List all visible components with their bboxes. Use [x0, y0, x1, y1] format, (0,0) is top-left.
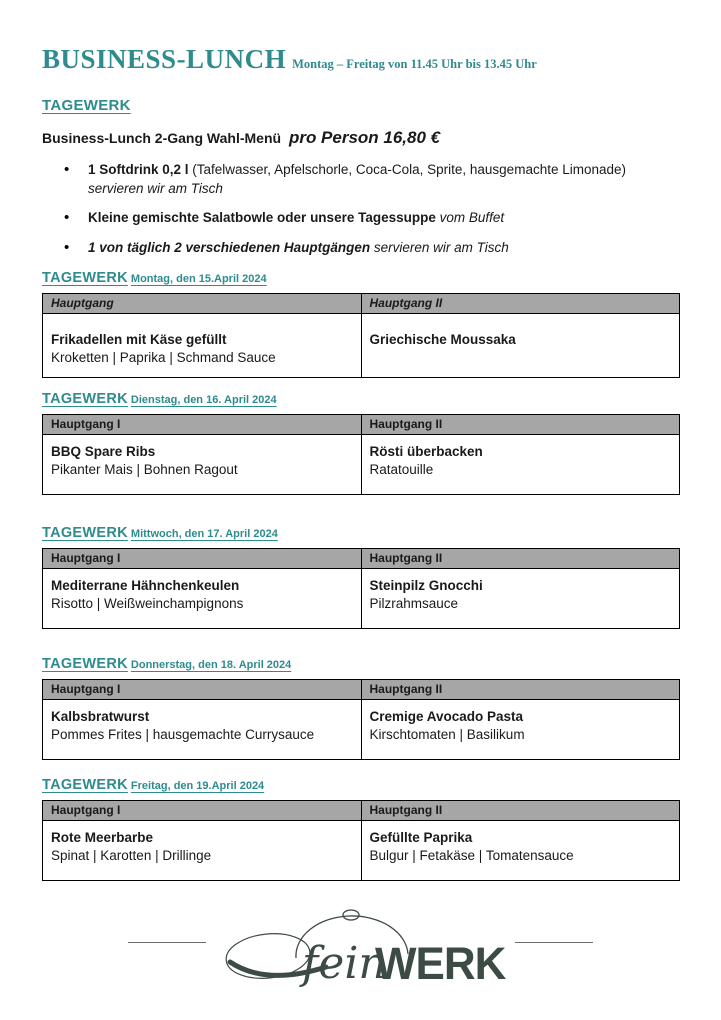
menu-bullet-softdrink	[42, 161, 680, 198]
section-heading	[42, 776, 680, 794]
day-section-freitag	[42, 776, 680, 881]
menu-cell	[361, 434, 680, 494]
dish-sides: Risotto | Weißweinchampignons	[51, 596, 244, 612]
menu-cell	[43, 313, 362, 377]
dish-sides: Pilzrahmsauce	[369, 596, 459, 612]
dish-sides: Bulgur | Fetakäse | Tomatensauce	[369, 848, 574, 864]
day-section-montag	[42, 269, 680, 378]
bullet-italic-text: servieren wir am Tisch	[88, 180, 223, 196]
intro-heading: TAGEWERK	[42, 97, 131, 114]
column-header-hauptgang-2: Hauptgang II	[361, 679, 680, 699]
section-date: Donnerstag, den 18. April 2024	[130, 658, 292, 671]
dish-title: Steinpilz Gnocchi	[369, 577, 483, 593]
dish-title: Gefüllte Paprika	[369, 829, 473, 845]
section-heading	[42, 524, 680, 542]
column-header-hauptgang-2: Hauptgang II	[361, 548, 680, 568]
column-header-hauptgang-2: Hauptgang II	[361, 293, 680, 313]
menu-cell	[361, 820, 680, 880]
section-heading	[42, 269, 680, 287]
dish-sides: Pommes Frites | hausgemachte Currysauce	[51, 727, 315, 743]
dish-title: Mediterrane Hähnchenkeulen	[51, 577, 240, 593]
day-section-dienstag	[42, 390, 680, 495]
dish-sides: Pikanter Mais | Bohnen Ragout	[51, 462, 238, 478]
menu-cell	[43, 820, 362, 880]
dish-sides: Ratatouille	[369, 462, 434, 478]
dish-title: Rösti überbacken	[369, 443, 483, 459]
menu-table-donnerstag	[42, 679, 680, 760]
bullet-italic-text: servieren wir am Tisch	[373, 239, 509, 255]
dish-sides: Spinat | Karotten | Drillinge	[51, 848, 212, 864]
column-header-hauptgang-1: Hauptgang I	[43, 414, 362, 434]
menu-price: pro Person 16,80 €	[288, 128, 441, 147]
menu-cell	[43, 568, 362, 628]
column-header-hauptgang-1: Hauptgang I	[43, 548, 362, 568]
dish-title: BBQ Spare Ribs	[51, 443, 156, 459]
feinwerk-logo	[208, 896, 513, 988]
menu-table-mittwoch	[42, 548, 680, 629]
page-subtitle: Montag – Freitag von 11.45 Uhr bis 13.45 Uhr	[292, 57, 537, 71]
menu-cell	[361, 568, 680, 628]
bullet-bold-italic-text: 1 von täglich 2 verschiedenen Hauptgängen	[88, 239, 371, 255]
logo-right-rule	[515, 942, 593, 943]
column-header-hauptgang-1: Hauptgang	[43, 293, 362, 313]
menu-summary-line	[42, 128, 680, 148]
menu-table-dienstag	[42, 414, 680, 495]
section-heading	[42, 655, 680, 673]
dish-title: Kalbsbratwurst	[51, 708, 150, 724]
dish-title: Cremige Avocado Pasta	[369, 708, 524, 724]
logo-bold-text: WERK	[375, 937, 506, 988]
footer-logo-area	[0, 896, 721, 988]
menu-bullet-salad-soup	[42, 209, 680, 228]
document-header	[42, 44, 680, 75]
tagewerk-label: TAGEWERK	[42, 776, 128, 793]
section-date: Montag, den 15.April 2024	[130, 272, 267, 285]
section-date: Freitag, den 19.April 2024	[130, 779, 265, 792]
menu-table-freitag	[42, 800, 680, 881]
menu-bullet-main-course	[42, 239, 680, 258]
cloche-knob-icon	[343, 910, 359, 920]
menu-cell	[361, 699, 680, 759]
menu-cell	[43, 699, 362, 759]
dish-title: Rote Meerbarbe	[51, 829, 154, 845]
tagewerk-label: TAGEWERK	[42, 269, 128, 286]
day-section-donnerstag	[42, 655, 680, 760]
menu-cell	[361, 313, 680, 377]
bullet-bold-text: 1 Softdrink 0,2 l	[88, 162, 189, 177]
dish-sides: Kroketten | Paprika | Schmand Sauce	[51, 350, 276, 366]
dish-sides: Kirschtomaten | Basilikum	[369, 727, 525, 743]
bullet-bold-text: Kleine gemischte Salatbowle oder unsere Tagessuppe	[88, 210, 436, 226]
section-date: Dienstag, den 16. April 2024	[130, 393, 277, 406]
menu-cell	[43, 434, 362, 494]
tagewerk-label: TAGEWERK	[42, 390, 128, 407]
column-header-hauptgang-1: Hauptgang I	[43, 679, 362, 699]
menu-label: Business-Lunch 2-Gang Wahl-Menü	[42, 130, 282, 146]
logo-script-text: fein	[302, 938, 387, 988]
bullet-regular-text: (Tafelwasser, Apfelschorle, Coca-Cola, Sprite, hausgemachte Limonade)	[188, 162, 627, 177]
column-header-hauptgang-1: Hauptgang I	[43, 800, 362, 820]
column-header-hauptgang-2: Hauptgang II	[361, 800, 680, 820]
menu-table-montag	[42, 293, 680, 378]
dish-title: Frikadellen mit Käse gefüllt	[51, 331, 227, 347]
logo-left-rule	[128, 942, 206, 943]
bullet-italic-text: vom Buffet	[439, 210, 505, 226]
tagewerk-label: TAGEWERK	[42, 524, 128, 541]
section-date: Mittwoch, den 17. April 2024	[130, 527, 278, 540]
page-title: BUSINESS-LUNCH	[42, 44, 287, 74]
intro-block	[42, 75, 680, 258]
day-section-mittwoch	[42, 524, 680, 629]
included-items-list	[42, 161, 680, 258]
section-heading	[42, 390, 680, 408]
dish-title: Griechische Moussaka	[369, 331, 516, 347]
tagewerk-label: TAGEWERK	[42, 655, 128, 672]
column-header-hauptgang-2: Hauptgang II	[361, 414, 680, 434]
